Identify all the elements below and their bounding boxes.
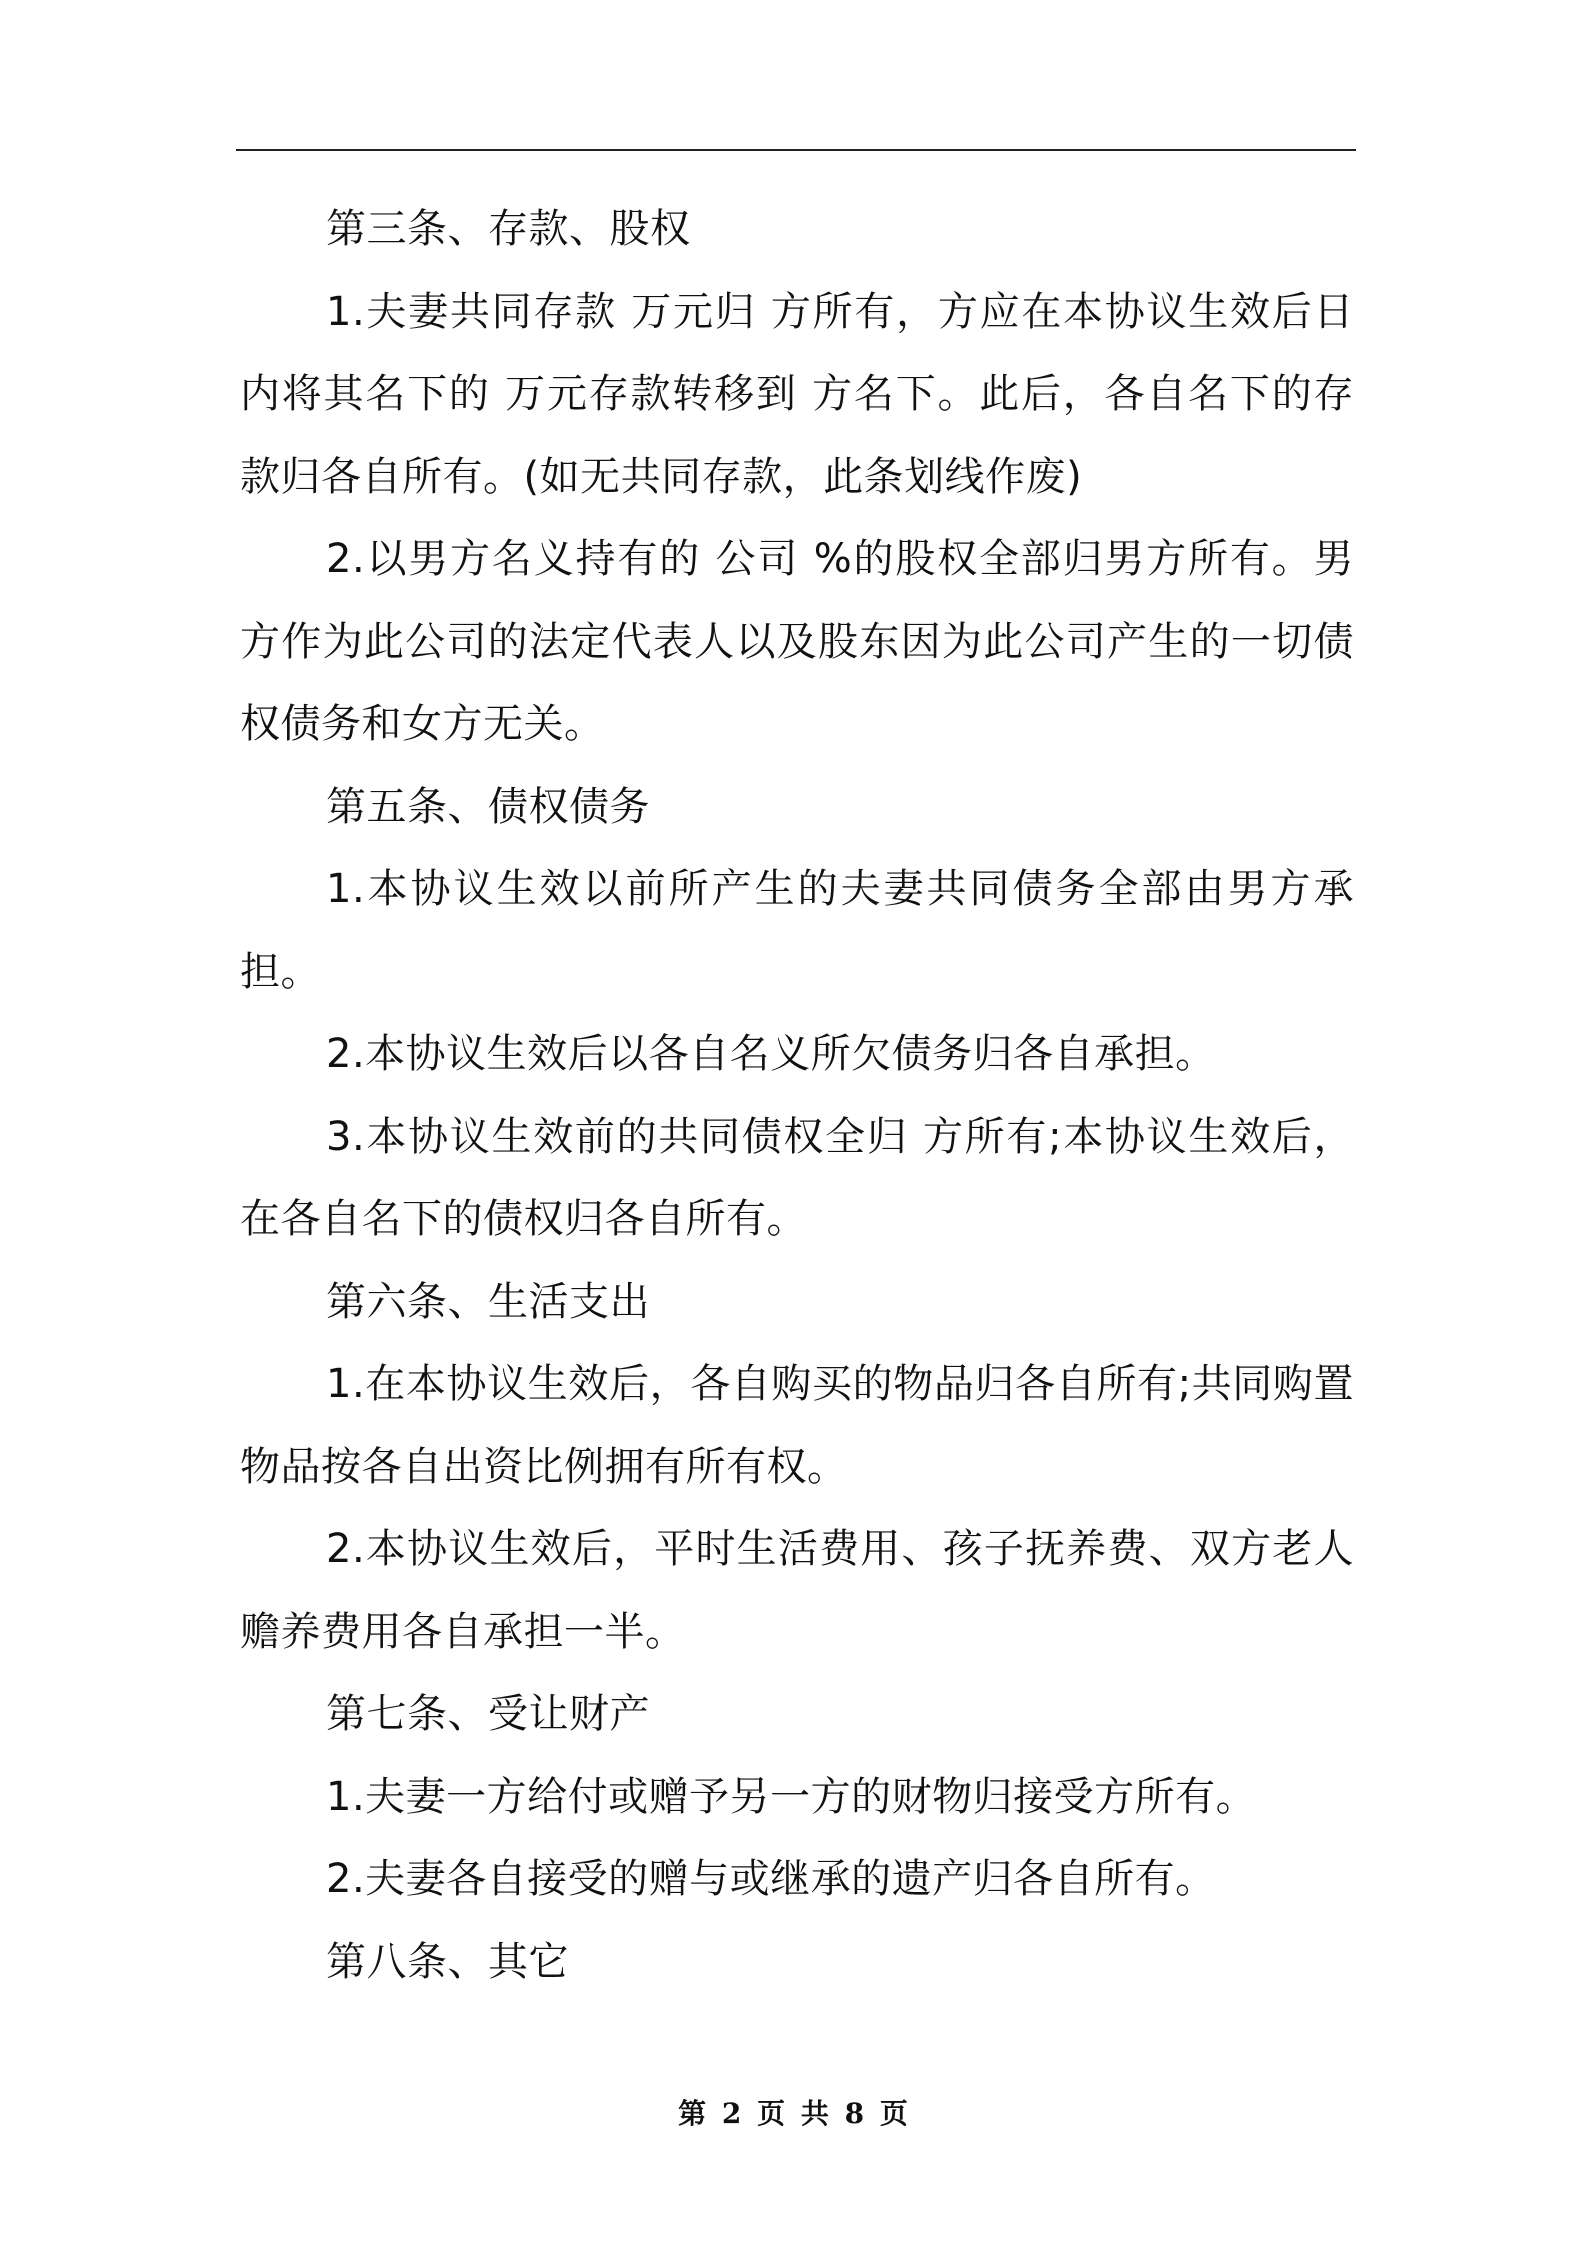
article-6-heading: 第六条、生活支出: [326, 1278, 650, 1325]
article-5-clause-1: 1.本协议生效以前所产生的夫妻共同债务全部由男方承担。: [240, 866, 1354, 995]
header-divider: [236, 149, 1356, 151]
article-6-clause-2: 2.本协议生效后，平时生活费用、孩子抚养费、双方老人赡养费用各自承担一半。: [240, 1526, 1354, 1655]
article-5-heading: 第五条、债权债务: [326, 783, 650, 830]
article-6-clause-1: 1.在本协议生效后，各自购买的物品归各自所有;共同购置物品按各自出资比例拥有所有权。: [240, 1361, 1354, 1490]
article-7-clause-2: 2.夫妻各自接受的赠与或继承的遗产归各自所有。: [326, 1856, 1216, 1902]
article-3-clause-2: 2.以男方名义持有的 公司 %的股权全部归男方所有。男方作为此公司的法定代表人以及股东因为此公司产生的一切债权债务和女方无关。: [240, 536, 1354, 747]
article-3-heading: 第三条、存款、股权: [326, 206, 691, 252]
article-7-heading: 第七条、受让财产: [326, 1691, 650, 1737]
page-number-footer: 第 2 页 共 8 页: [678, 2097, 908, 2130]
article-5-clause-3: 3.本协议生效前的共同债权全归 方所有;本协议生效后，在各自名下的债权归各自所有。: [240, 1113, 1354, 1242]
article-7-clause-1: 1.夫妻一方给付或赠予另一方的财物归接受方所有。: [326, 1773, 1257, 1820]
document-body: [240, 188, 1354, 2003]
article-5-clause-2: 2.本协议生效后以各自名义所欠债务归各自承担。: [326, 1031, 1216, 1077]
article-8-heading: 第八条、其它: [326, 1938, 569, 1985]
article-3-clause-1: 1.夫妻共同存款 万元归 方所有，方应在本协议生效后日内将其名下的 万元存款转移到 方名下。此后，各自名下的存款归各自所有。(如无共同存款，此条划线作废): [240, 288, 1354, 500]
